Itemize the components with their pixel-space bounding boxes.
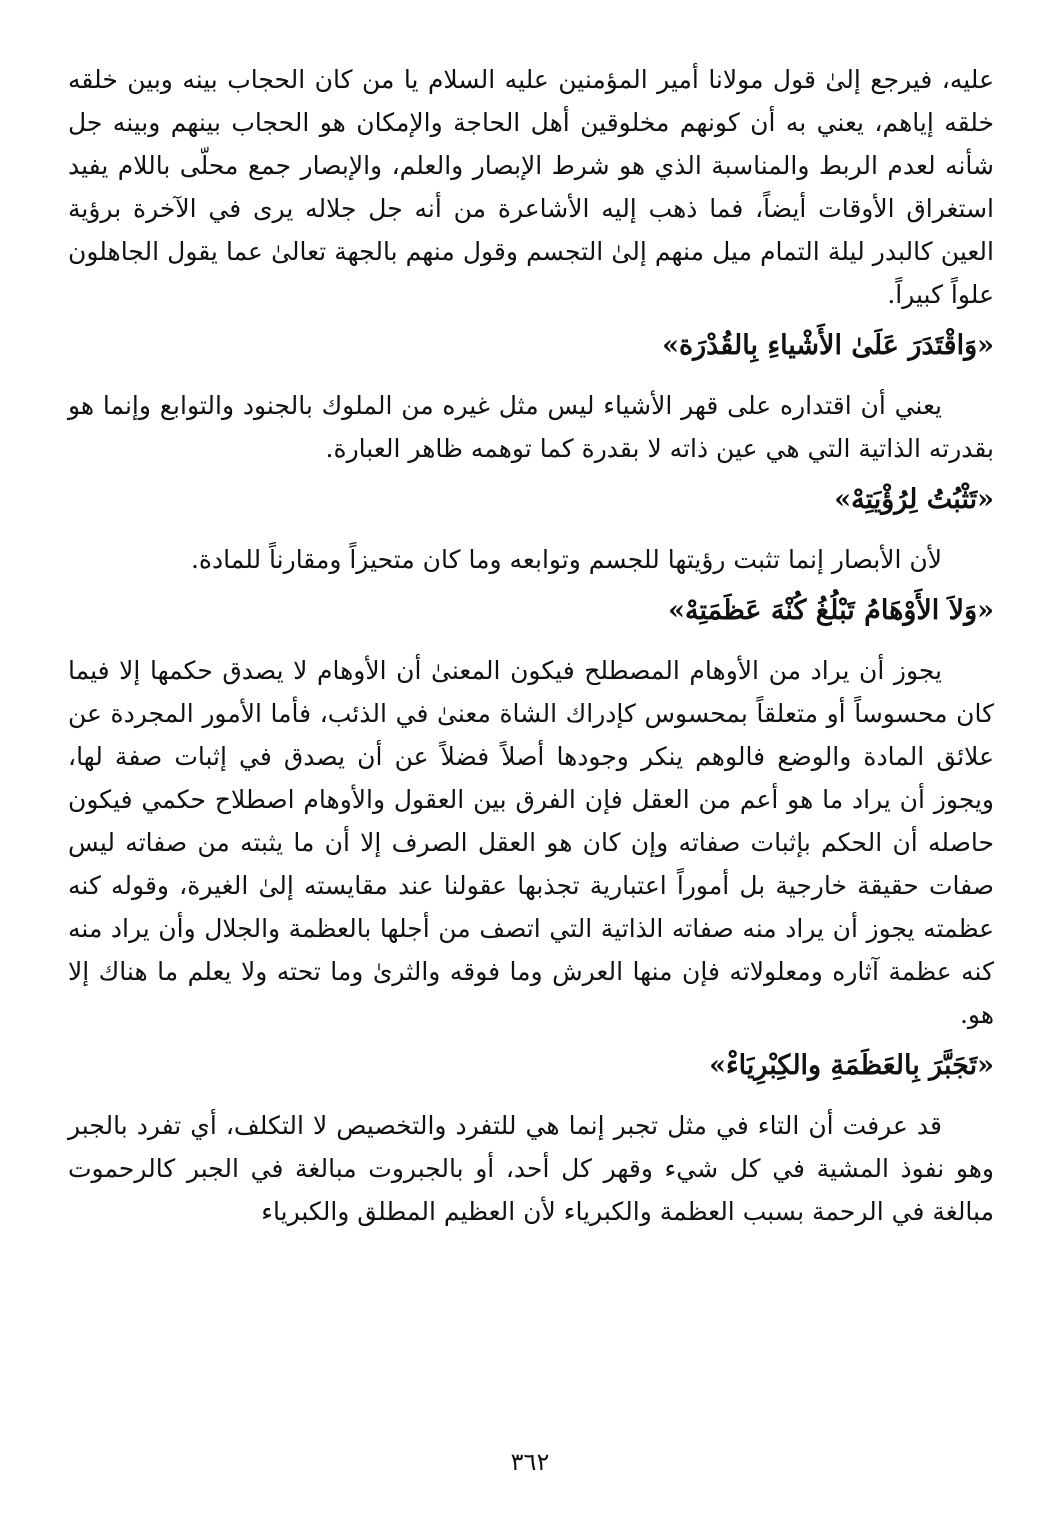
paragraph-3: لأن الأبصار إنما تثبت رؤيتها للجسم وتوابعه وما كان متحيزاً ومقارناً للمادة. [190,545,942,574]
paragraph-1: عليه، فيرجع إلىٰ قول مولانا أمير المؤمنين عليه السلام يا من كان الحجاب بينه وبين خلقه خلقه إياهم، يعني به أن كونهم مخلوقين أهل الحاجة والإمكان هو الحجاب بينهم وبينه جل شأنه لعدم الربط والمناسبة الذي هو شرط الإبصار والعلم، والإبصار جمع محلّى باللام يفيد استغراق الأوقات أيضاً، فما ذهب إليه الأشاعرة من أنه جل جلاله يرى في الآخرة برؤية العين كالبدر ليلة التمام ميل منهم إلىٰ التجسم وقول منهم بالجهة تعالىٰ عما يقول الجاهلون علواً كبيراً. [68,65,994,309]
heading-tajabbar: «تَجَبَّرَ بِالعَظَمَةِ والكِبْرِيَاءْ» [709,1050,994,1081]
heading-awham: «وَلاَ الأَوْهَامُ تَبْلُغُ كُنْهَ عَظَمَتِهْ» [668,595,994,626]
page-number: ٣٦٢ [510,1448,550,1476]
paragraph-4: يجوز أن يراد من الأوهام المصطلح فيكون المعنىٰ أن الأوهام لا يصدق حكمها إلا فيما كان محسوساً أو متعلقاً بمحسوس كإدراك الشاة معنىٰ في الذئب، فأما الأمور المجردة عن علائق المادة والوضع فالوهم ينكر وجودها أصلاً فضلاً عن أن يصدق في إثبات صفة لها، ويجوز أن يراد ما هو أعم من العقل فإن الفرق بين العقول والأوهام اصطلاح حكمي فيكون حاصله أن الحكم بإثبات صفاته وإن كان هو العقل الصرف إلا أن ما يثبته من صفاته ليس صفات حقيقة خارجية بل أموراً اعتبارية تجذبها عقولنا عند مقايسته إلىٰ الغيرة، وقوله كنه عظمته يجوز أن يراد منه صفاته الذاتية التي اتصف من أجلها بالعظمة والجلال وأن يراد منه كنه عظمة آثاره ومعلولاته فإن منها العرش وما فوقه والثرىٰ وما تحته ولا يعلم ما هناك إلا هو. [68,656,994,1029]
heading-qudra: «وَاقْتَدَرَ عَلَىٰ الأَشْياءِ بِالقُدْرَة» [662,330,994,361]
heading-ruya: «تَثْبُتُ لِرُؤْيَتِهْ» [834,484,994,515]
paragraph-2: يعني أن اقتداره على قهر الأشياء ليس مثل غيره من الملوك بالجنود والتوابع وإنما هو بقدرته الذاتية التي هي عين ذاته لا بقدرة كما توهمه ظاهر العبارة. [68,391,994,463]
page-content [68,58,994,1458]
paragraph-5: قد عرفت أن التاء في مثل تجبر إنما هي للتفرد والتخصيص لا التكلف، أي تفرد بالجبر وهو نفوذ المشية في كل شيء وقهر كل أحد، أو بالجبروت مبالغة في الجبر كالرحموت مبالغة في الرحمة بسبب العظمة والكبرياء لأن العظيم المطلق والكبرياء [68,1111,994,1226]
